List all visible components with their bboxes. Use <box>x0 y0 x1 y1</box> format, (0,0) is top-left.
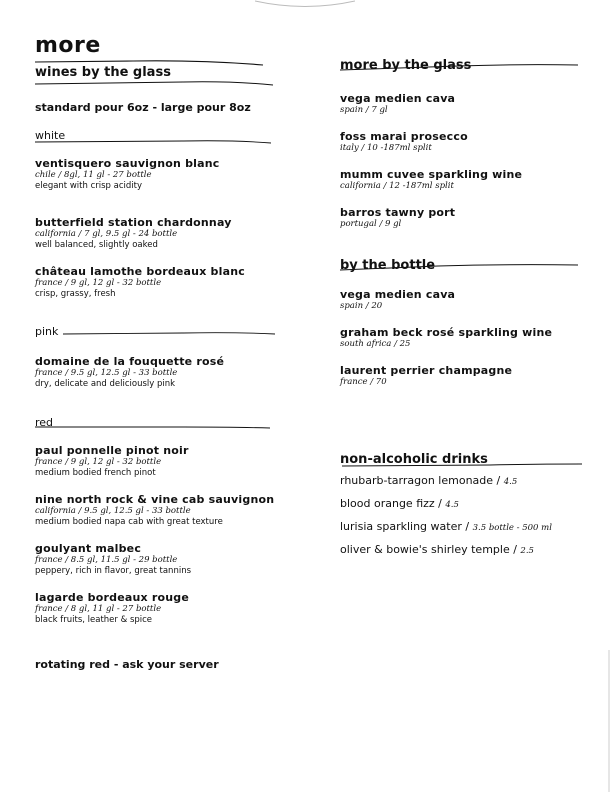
wine-detail: france / 8 gl, 11 gl - 27 bottle <box>35 604 162 614</box>
rotating-red-note: rotating red - ask your server <box>35 658 219 671</box>
list-item <box>35 157 285 192</box>
non-alcoholic-heading-text: non-alcoholic drinks <box>340 452 488 467</box>
list-item <box>35 444 285 479</box>
red-underline <box>33 422 278 432</box>
list-item <box>340 168 590 192</box>
list-item <box>35 493 285 528</box>
wine-detail: spain / 20 <box>340 301 383 311</box>
list-item <box>340 520 590 535</box>
right-column <box>340 58 590 558</box>
wine-name: foss marai prosecco <box>340 130 468 143</box>
wine-name: graham beck rosé sparkling wine <box>340 326 553 339</box>
wine-detail: france / 9 gl, 12 gl - 32 bottle <box>35 457 162 467</box>
wine-detail: france / 8.5 gl, 11.5 gl - 29 bottle <box>35 555 178 565</box>
red-label: red <box>35 416 54 429</box>
list-item <box>340 364 590 388</box>
page-title-text: more <box>35 33 101 58</box>
wine-detail: italy / 10 -187ml split <box>340 143 432 153</box>
list-item <box>340 288 590 312</box>
list-item <box>35 591 285 626</box>
wine-name: mumm cuvee sparkling wine <box>340 168 523 181</box>
wine-detail: california / 12 -187ml split <box>340 181 454 191</box>
left-column <box>35 35 285 672</box>
wine-detail: spain / 7 gl <box>340 105 388 115</box>
more-by-the-glass-heading <box>340 58 590 78</box>
wine-name: goulyant malbec <box>35 542 142 555</box>
wine-name: ventisquero sauvignon blanc <box>35 157 220 170</box>
wine-description: medium bodied napa cab with great texture <box>35 517 223 527</box>
pink-underline <box>33 329 278 339</box>
red-wine-list <box>35 444 285 626</box>
list-item <box>340 326 590 350</box>
drink-price: 4.5 <box>503 477 518 487</box>
wine-detail: chile / 8gl, 11 gl - 27 bottle <box>35 170 152 180</box>
drink-name: rhubarb-tarragon lemonade / <box>340 474 501 487</box>
wine-description: crisp, grassy, fresh <box>35 289 116 299</box>
pink-wine-list <box>35 355 285 390</box>
list-item <box>340 497 590 512</box>
wine-detail: california / 9.5 gl, 12.5 gl - 33 bottle <box>35 506 191 516</box>
list-item <box>35 265 285 300</box>
wine-detail: california / 7 gl, 9.5 gl - 24 bottle <box>35 229 178 239</box>
wine-description: peppery, rich in flavor, great tannins <box>35 566 192 576</box>
white-heading <box>35 129 285 145</box>
page-edge-shadow <box>606 0 612 792</box>
drink-name: blood orange fizz / <box>340 497 442 510</box>
standard-pour-note: standard pour 6oz - large pour 8oz <box>35 101 251 114</box>
drink-price: 3.5 bottle - 500 ml <box>472 523 552 533</box>
wine-name: nine north rock & vine cab sauvignon <box>35 493 275 506</box>
wines-by-the-glass-heading <box>35 65 285 85</box>
wine-description: black fruits, leather & spice <box>35 615 153 625</box>
wine-name: butterfield station chardonnay <box>35 216 232 229</box>
wine-description: well balanced, slightly oaked <box>35 240 158 250</box>
wine-description: elegant with crisp acidity <box>35 181 143 191</box>
list-item <box>35 542 285 577</box>
list-item <box>35 216 285 251</box>
wine-name: château lamothe bordeaux blanc <box>35 265 245 278</box>
list-item <box>340 92 590 116</box>
by-the-bottle-heading <box>340 258 590 278</box>
list-item <box>340 543 590 558</box>
pink-heading <box>35 325 285 341</box>
more-glass-heading-text: more by the glass <box>340 58 472 73</box>
drink-name: lurisia sparkling water / <box>340 520 470 533</box>
drink-price: 4.5 <box>445 500 459 510</box>
more-glass-list <box>340 92 590 230</box>
wine-name: barros tawny port <box>340 206 456 219</box>
white-label: white <box>35 129 66 142</box>
list-item <box>340 130 590 154</box>
wine-detail: portugal / 9 gl <box>340 219 402 229</box>
wine-description: dry, delicate and deliciously pink <box>35 379 176 389</box>
wine-name: laurent perrier champagne <box>340 364 513 377</box>
wine-name: lagarde bordeaux rouge <box>35 591 189 604</box>
wine-name: domaine de la fouquette rosé <box>35 355 225 368</box>
wine-description: medium bodied french pinot <box>35 468 156 478</box>
non-alcoholic-heading <box>340 452 590 472</box>
wine-detail: south africa / 25 <box>340 339 411 349</box>
white-underline <box>33 135 278 145</box>
wine-name: paul ponnelle pinot noir <box>35 444 189 457</box>
wines-heading-text: wines by the glass <box>35 65 171 80</box>
bottle-heading-text: by the bottle <box>340 258 436 273</box>
wine-detail: france / 70 <box>340 377 387 387</box>
list-item <box>340 206 590 230</box>
list-item <box>35 355 285 390</box>
drink-name: oliver & bowie's shirley temple / <box>340 543 517 556</box>
red-heading <box>35 416 285 432</box>
white-wine-list <box>35 157 285 300</box>
non-alcoholic-list <box>340 474 590 558</box>
drink-price: 2.5 <box>520 546 534 556</box>
page-fold-decoration <box>255 0 355 10</box>
wine-name: vega medien cava <box>340 92 456 105</box>
pink-label: pink <box>35 325 59 338</box>
list-item <box>340 474 590 489</box>
wine-name: vega medien cava <box>340 288 456 301</box>
page-title <box>35 35 285 59</box>
wine-detail: france / 9.5 gl, 12.5 gl - 33 bottle <box>35 368 178 378</box>
wine-detail: france / 9 gl, 12 gl - 32 bottle <box>35 278 162 288</box>
bottle-list <box>340 288 590 388</box>
